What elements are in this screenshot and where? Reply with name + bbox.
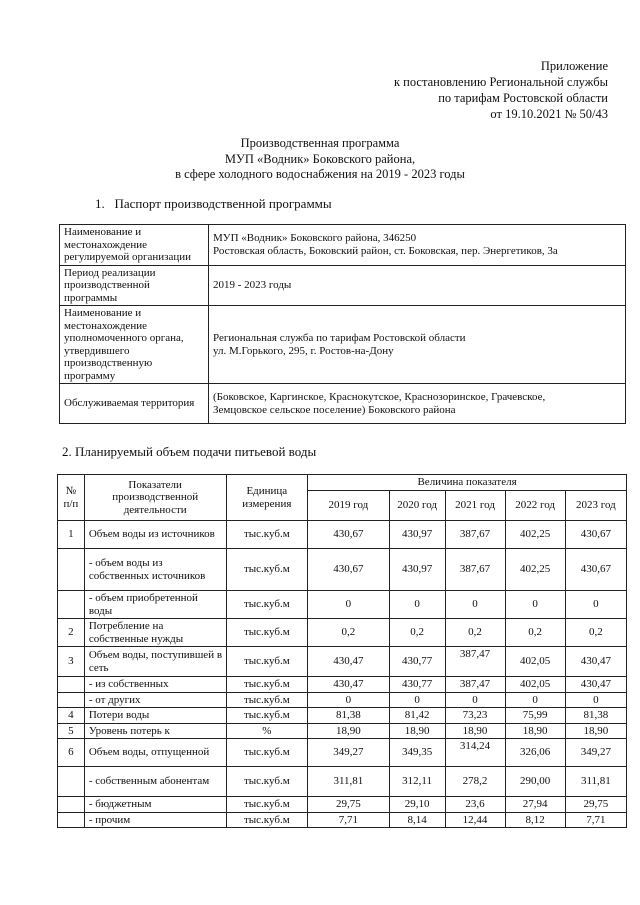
passport-value xyxy=(209,225,626,266)
value-cell: 81,38 xyxy=(308,708,390,724)
value-line: Региональная служба по тарифам Ростовской области xyxy=(213,332,466,344)
value-cell: 0 xyxy=(445,692,505,708)
table-row xyxy=(58,723,627,739)
indicator-name: - объем приобретенной воды xyxy=(84,591,226,619)
indicator-name: Объем воды, поступившей в сеть xyxy=(84,647,226,677)
value-cell: 0,2 xyxy=(389,619,445,647)
value-cell: 349,27 xyxy=(565,739,626,767)
row-number xyxy=(58,692,85,708)
value-cell: 18,90 xyxy=(505,723,565,739)
value-cell: 430,47 xyxy=(308,647,390,677)
value-cell: 7,71 xyxy=(308,812,390,828)
value-cell: 0,2 xyxy=(505,619,565,647)
annex-line: по тарифам Ростовской области xyxy=(438,91,608,105)
value-cell: 18,90 xyxy=(445,723,505,739)
value-cell: 430,77 xyxy=(389,647,445,677)
passport-table xyxy=(59,224,626,424)
value-cell: 0,2 xyxy=(565,619,626,647)
title-line: Производственная программа xyxy=(240,136,400,150)
section-2-heading: 2. Планируемый объем подачи питьевой воды xyxy=(62,444,317,459)
indicator-name: - из собственных xyxy=(84,677,226,693)
table-row xyxy=(58,619,627,647)
passport-label: Наименование и местонахождение регулируемой организации xyxy=(60,225,209,266)
value-cell: 0 xyxy=(565,591,626,619)
title-line: в сфере холодного водоснабжения на 2019 - 2023 годы xyxy=(175,167,465,181)
value-cell: 402,05 xyxy=(505,647,565,677)
unit-cell: тыс.куб.м xyxy=(226,521,308,549)
section-1-heading xyxy=(95,196,332,212)
value-cell: 430,97 xyxy=(389,549,445,591)
value-cell: 81,42 xyxy=(389,708,445,724)
value-cell: 8,14 xyxy=(389,812,445,828)
row-number: 6 xyxy=(58,739,85,767)
passport-label: Период реализации производственной программы xyxy=(60,265,209,306)
header-value: Величина показателя xyxy=(308,475,627,491)
unit-cell: тыс.куб.м xyxy=(226,549,308,591)
value-cell: 430,47 xyxy=(565,647,626,677)
header-year: 2019 год xyxy=(308,491,390,521)
indicator-name: - бюджетным xyxy=(84,797,226,813)
value-cell: 311,81 xyxy=(308,767,390,797)
unit-cell: % xyxy=(226,723,308,739)
value-cell: 349,35 xyxy=(389,739,445,767)
value-cell: 8,12 xyxy=(505,812,565,828)
value-cell: 387,67 xyxy=(445,521,505,549)
table-row xyxy=(58,677,627,693)
title-line: МУП «Водник» Боковского района, xyxy=(224,151,416,166)
value-cell: 23,6 xyxy=(445,797,505,813)
row-number: 2 xyxy=(58,619,85,647)
indicator-name: Уровень потерь к xyxy=(84,723,226,739)
header-year: 2022 год xyxy=(505,491,565,521)
unit-cell: тыс.куб.м xyxy=(226,591,308,619)
header-year: 2023 год xyxy=(565,491,626,521)
value-cell: 349,27 xyxy=(308,739,390,767)
passport-value xyxy=(209,306,626,384)
value-cell: 312,11 xyxy=(389,767,445,797)
value-cell: 0 xyxy=(505,692,565,708)
table-row xyxy=(58,812,627,828)
indicator-name: - собственным абонентам xyxy=(84,767,226,797)
row-number: 3 xyxy=(58,647,85,677)
value-cell: 29,75 xyxy=(565,797,626,813)
indicator-name: Потери воды xyxy=(84,708,226,724)
value-cell: 430,47 xyxy=(565,677,626,693)
unit-cell: тыс.куб.м xyxy=(226,647,308,677)
value-cell: 29,10 xyxy=(389,797,445,813)
value-cell: 0 xyxy=(565,692,626,708)
value-cell: 0,2 xyxy=(308,619,390,647)
volume-table xyxy=(57,474,627,828)
value-cell: 387,67 xyxy=(445,549,505,591)
table-row xyxy=(58,591,627,619)
indicator-name: Объем воды из источников xyxy=(84,521,226,549)
header-unit: Единица измерения xyxy=(226,475,308,521)
table-row xyxy=(60,225,626,266)
value-cell: 18,90 xyxy=(308,723,390,739)
value-line: ул. М.Горького, 295, г. Ростов-на-Дону xyxy=(213,344,394,357)
value-cell: 430,67 xyxy=(565,549,626,591)
value-cell: 430,47 xyxy=(308,677,390,693)
value-cell: 430,67 xyxy=(565,521,626,549)
row-number xyxy=(58,812,85,828)
indicator-name: - объем воды из собственных источников xyxy=(84,549,226,591)
value-cell: 278,2 xyxy=(445,767,505,797)
unit-cell: тыс.куб.м xyxy=(226,739,308,767)
row-number: 1 xyxy=(58,521,85,549)
row-number xyxy=(58,677,85,693)
unit-cell: тыс.куб.м xyxy=(226,812,308,828)
table-row xyxy=(58,549,627,591)
table-row xyxy=(58,692,627,708)
value-cell: 290,00 xyxy=(505,767,565,797)
value-cell: 430,67 xyxy=(308,549,390,591)
value-cell: 0 xyxy=(308,692,390,708)
value-cell: 430,77 xyxy=(389,677,445,693)
value-cell: 18,90 xyxy=(389,723,445,739)
value-line: (Боковское, Каргинское, Краснокутское, Краснозоринское, Грачевское, xyxy=(213,391,546,403)
value-line: МУП «Водник» Боковского района, 346250 xyxy=(213,232,417,245)
table-row xyxy=(58,767,627,797)
passport-label: Обслуживаемая территория xyxy=(60,384,209,424)
unit-cell: тыс.куб.м xyxy=(226,619,308,647)
value-cell: 75,99 xyxy=(505,708,565,724)
table-row xyxy=(58,521,627,549)
value-line: Земцовское сельское поселение) Боковского района xyxy=(213,403,456,416)
row-number xyxy=(58,767,85,797)
passport-value xyxy=(209,265,626,306)
table-row xyxy=(58,739,627,767)
table-row xyxy=(60,384,626,424)
value-cell: 387,47 xyxy=(445,647,505,677)
table-row xyxy=(58,647,627,677)
value-cell: 311,81 xyxy=(565,767,626,797)
value-cell: 12,44 xyxy=(445,812,505,828)
value-cell: 81,38 xyxy=(565,708,626,724)
indicator-name: Потребление на собственные нужды xyxy=(84,619,226,647)
value-cell: 18,90 xyxy=(565,723,626,739)
annex-line: от 19.10.2021 № 50/43 xyxy=(490,107,608,121)
table-row xyxy=(58,708,627,724)
row-number: 5 xyxy=(58,723,85,739)
header-num: № п/п xyxy=(58,475,85,521)
annex-header xyxy=(394,58,608,122)
passport-label: Наименование и местонахождение уполномоченного органа, утвердившего производственную программу xyxy=(60,306,209,384)
passport-value xyxy=(209,384,626,424)
row-number xyxy=(58,591,85,619)
value-cell: 7,71 xyxy=(565,812,626,828)
row-number xyxy=(58,549,85,591)
header-year: 2020 год xyxy=(389,491,445,521)
annex-line: к постановлению Региональной службы xyxy=(393,75,608,89)
value-cell: 326,06 xyxy=(505,739,565,767)
unit-cell: тыс.куб.м xyxy=(226,708,308,724)
value-cell: 0 xyxy=(308,591,390,619)
value-cell: 314,24 xyxy=(445,739,505,767)
value-cell: 402,25 xyxy=(505,549,565,591)
document-title xyxy=(0,136,640,183)
annex-line: Приложение xyxy=(540,59,608,73)
value-cell: 430,97 xyxy=(389,521,445,549)
row-number: 4 xyxy=(58,708,85,724)
value-cell: 387,47 xyxy=(445,677,505,693)
value-line: 2019 - 2023 годы xyxy=(213,279,292,291)
table-row xyxy=(60,306,626,384)
unit-cell: тыс.куб.м xyxy=(226,767,308,797)
table-row xyxy=(60,265,626,306)
value-cell: 27,94 xyxy=(505,797,565,813)
section-title: Паспорт производственной программы xyxy=(114,196,332,211)
unit-cell: тыс.куб.м xyxy=(226,692,308,708)
value-cell: 430,67 xyxy=(308,521,390,549)
value-cell: 402,25 xyxy=(505,521,565,549)
unit-cell: тыс.куб.м xyxy=(226,797,308,813)
value-cell: 0 xyxy=(389,591,445,619)
row-number xyxy=(58,797,85,813)
table-row xyxy=(58,797,627,813)
value-cell: 73,23 xyxy=(445,708,505,724)
value-cell: 0 xyxy=(445,591,505,619)
value-line: Ростовская область, Боковский район, ст. Боковская, пер. Энергетиков, 3а xyxy=(213,244,558,257)
value-cell: 0 xyxy=(505,591,565,619)
header-year: 2021 год xyxy=(445,491,505,521)
header-indicator: Показатели производственной деятельности xyxy=(84,475,226,521)
unit-cell: тыс.куб.м xyxy=(226,677,308,693)
indicator-name: Объем воды, отпущенной xyxy=(84,739,226,767)
indicator-name: - прочим xyxy=(84,812,226,828)
value-cell: 402,05 xyxy=(505,677,565,693)
value-cell: 29,75 xyxy=(308,797,390,813)
indicator-name: - от других xyxy=(84,692,226,708)
section-number: 1. xyxy=(95,196,105,211)
value-cell: 0,2 xyxy=(445,619,505,647)
value-cell: 0 xyxy=(389,692,445,708)
header-row xyxy=(58,475,627,491)
